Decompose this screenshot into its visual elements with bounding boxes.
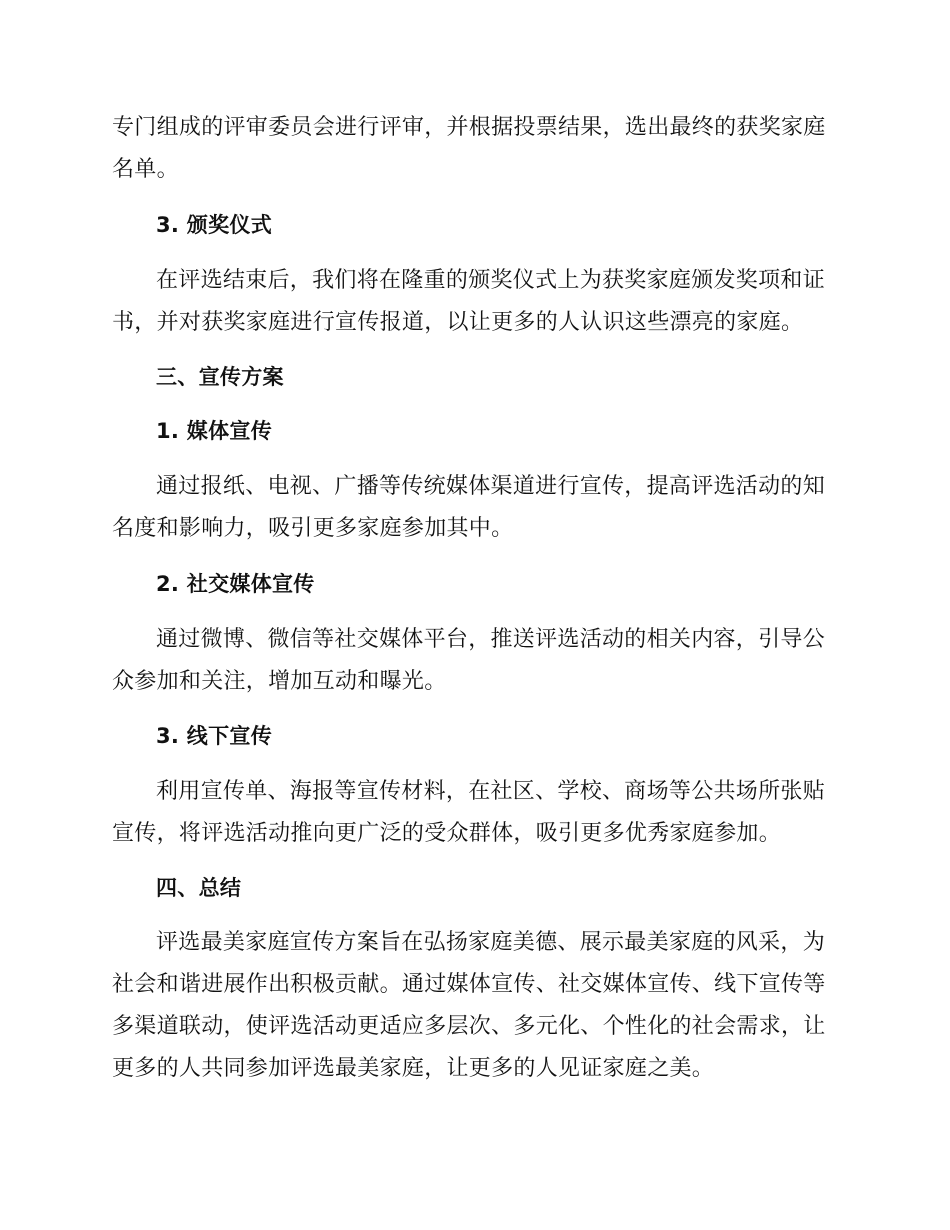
heading-section-publicity: 三、宣传方案 (156, 365, 284, 389)
paragraph-continued: 专门组成的评审委员会进行评审，并根据投票结果，选出最终的获奖家庭名单。 (112, 115, 826, 182)
heading-section-summary: 四、总结 (156, 876, 242, 900)
paragraph-media-publicity: 通过报纸、电视、广播等传统媒体渠道进行宣传，提高评选活动的知名度和影响力，吸引更多家庭参加其中。 (112, 474, 826, 541)
paragraph-award-ceremony: 在评选结束后，我们将在隆重的颁奖仪式上为获奖家庭颁发奖项和证书，并对获奖家庭进行宣传报道，以让更多的人认识这些漂亮的家庭。 (112, 268, 826, 335)
heading-social-media-publicity: 2. 社交媒体宣传 (156, 572, 315, 596)
paragraph-offline-publicity: 利用宣传单、海报等宣传材料，在社区、学校、商场等公共场所张贴宣传，将评选活动推向更广泛的受众群体，吸引更多优秀家庭参加。 (112, 779, 826, 846)
heading-offline-publicity: 3. 线下宣传 (156, 724, 272, 748)
paragraph-social-media-publicity: 通过微博、微信等社交媒体平台，推送评选活动的相关内容，引导公众参加和关注，增加互动和曝光。 (112, 627, 826, 694)
paragraph-summary: 评选最美家庭宣传方案旨在弘扬家庭美德、展示最美家庭的风采，为社会和谐进展作出积极贡献。通过媒体宣传、社交媒体宣传、线下宣传等多渠道联动，使评选活动更适应多层次、多元化、个性化的社会需求，让更多的人共同参加评选最美家庭，让更多的人见证家庭之美。 (112, 930, 826, 1081)
heading-award-ceremony: 3. 颁奖仪式 (156, 213, 272, 237)
heading-media-publicity: 1. 媒体宣传 (156, 419, 272, 443)
